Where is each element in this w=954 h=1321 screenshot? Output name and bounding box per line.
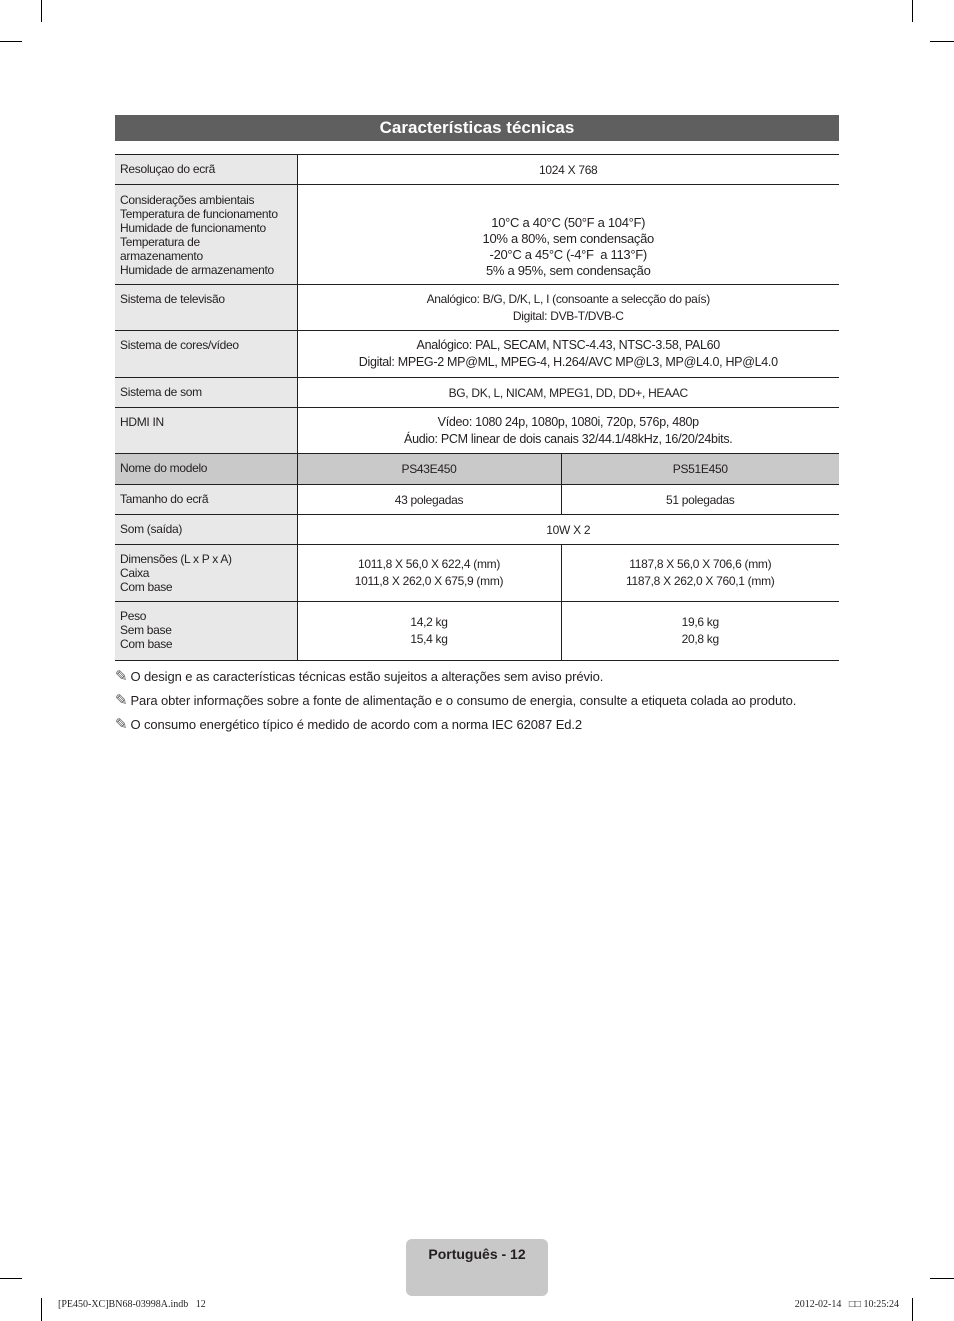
spec-value-a: 43 polegadas — [297, 485, 561, 515]
spec-value — [297, 331, 839, 378]
value-line: 1011,8 X 56,0 X 622,4 (mm) — [357, 557, 501, 571]
crop-mark — [41, 0, 42, 22]
label-line: Sem base — [120, 623, 172, 637]
spec-value-b: 51 polegadas — [561, 485, 839, 515]
notes-list — [115, 665, 839, 737]
value-line: 15,4 kg — [410, 632, 448, 646]
value-line: 14,2 kg — [410, 615, 448, 629]
spec-label: Nome do modelo — [115, 454, 297, 485]
spec-value-a — [297, 602, 561, 661]
section-title: Características técnicas — [115, 115, 839, 141]
label-line: armazenamento — [120, 249, 203, 263]
spec-label: Resoluçao do ecrã — [115, 155, 297, 185]
table-row — [115, 185, 839, 285]
spec-label: Sistema de televisão — [115, 285, 297, 331]
spec-value-b — [561, 545, 839, 602]
crop-mark — [930, 1278, 954, 1279]
pencil-note-icon: ✎ — [115, 692, 128, 709]
value-line: 1187,8 X 56,0 X 706,6 (mm) — [629, 557, 772, 571]
table-row — [115, 515, 839, 545]
label-line: Peso — [120, 609, 147, 623]
spec-label: Tamanho do ecrã — [115, 485, 297, 515]
spec-value — [297, 285, 839, 331]
crop-mark — [0, 41, 22, 42]
model-a: PS43E450 — [297, 454, 561, 485]
note-text: O consumo energético típico é medido de acordo com a norma IEC 62087 Ed.2 — [130, 717, 583, 732]
table-row-model — [115, 454, 839, 485]
value-line: 1011,8 X 262,0 X 675,9 (mm) — [354, 574, 504, 588]
footer-timestamp: 2012-02-14 □□ 10:25:24 — [794, 1299, 899, 1310]
spec-label — [115, 602, 297, 661]
value-line: Áudio: PCM linear de dois canais 32/44.1/48kHz, 16/20/24bits. — [404, 431, 733, 446]
label-line: Temperatura de funcionamento — [120, 207, 278, 221]
note-item — [115, 665, 839, 689]
value-line: Digital: MPEG-2 MP@ML, MPEG-4, H.264/AVC MP@L3, MP@L4.0, HP@L4.0 — [358, 355, 778, 369]
note-text: O design e as características técnicas estão sujeitos a alterações sem aviso prévio. — [130, 669, 604, 684]
pencil-note-icon: ✎ — [115, 716, 128, 733]
value-line: Analógico: PAL, SECAM, NTSC-4.43, NTSC-3.58, PAL60 — [416, 338, 720, 352]
label-line: Humidade de funcionamento — [120, 221, 266, 235]
label-line: Caixa — [120, 566, 150, 580]
label-line: Humidade de armazenamento — [120, 263, 274, 277]
note-text: Para obter informações sobre a fonte de alimentação e o consumo de energia, consulte a etiqueta colada ao produto. — [130, 693, 797, 708]
spec-label: Sistema de som — [115, 378, 297, 408]
table-row — [115, 285, 839, 331]
table-row — [115, 602, 839, 661]
value-line: 20,8 kg — [681, 632, 719, 646]
table-row — [115, 155, 839, 185]
value-line: 10% a 80%, sem condensação — [482, 231, 654, 246]
spec-value-b — [561, 602, 839, 661]
spec-label: Sistema de cores/vídeo — [115, 331, 297, 378]
value-line: 1187,8 X 262,0 X 760,1 (mm) — [626, 574, 775, 588]
spec-label — [115, 185, 297, 285]
crop-mark — [930, 41, 954, 42]
spec-value: 10W X 2 — [297, 515, 839, 545]
value-line: 19,6 kg — [681, 615, 719, 629]
spec-value — [297, 185, 839, 285]
value-line: Analógico: B/G, D/K, L, I (consoante a selecção do país) — [426, 291, 710, 306]
spec-table — [115, 154, 839, 661]
note-item — [115, 713, 839, 737]
footer-file-info: [PE450-XC]BN68-03998A.indb 12 — [58, 1299, 206, 1310]
table-row — [115, 408, 839, 454]
table-row — [115, 485, 839, 515]
crop-mark — [0, 1278, 22, 1279]
label-line: Com base — [120, 580, 173, 594]
label-line: Dimensões (L x P x A) — [120, 552, 232, 566]
spec-value: 1024 X 768 — [297, 155, 839, 185]
spec-value: BG, DK, L, NICAM, MPEG1, DD, DD+, HEAAC — [297, 378, 839, 408]
label-line: Temperatura de — [120, 235, 200, 249]
value-line: 10°C a 40°C (50°F a 104°F) — [491, 215, 646, 230]
label-line: Considerações ambientais — [120, 193, 255, 207]
value-line: Digital: DVB-T/DVB-C — [512, 308, 624, 323]
table-row — [115, 545, 839, 602]
crop-mark — [41, 1298, 42, 1321]
spec-value-a — [297, 545, 561, 602]
spec-label — [115, 545, 297, 602]
model-b: PS51E450 — [561, 454, 839, 485]
crop-mark — [912, 1298, 913, 1321]
spec-value — [297, 408, 839, 454]
note-item — [115, 689, 839, 713]
page-number-tab: Português - 12 — [406, 1239, 548, 1296]
pencil-note-icon: ✎ — [115, 668, 128, 685]
value-line: -20°C a 45°C (-4°F a 113°F) — [489, 247, 647, 262]
table-row — [115, 378, 839, 408]
value-line: 5% a 95%, sem condensação — [486, 263, 651, 278]
spec-label: Som (saída) — [115, 515, 297, 545]
table-row — [115, 331, 839, 378]
value-line: Vídeo: 1080 24p, 1080p, 1080i, 720p, 576p, 480p — [437, 414, 699, 429]
spec-label: HDMI IN — [115, 408, 297, 454]
crop-mark — [912, 0, 913, 22]
label-line: Com base — [120, 637, 173, 651]
